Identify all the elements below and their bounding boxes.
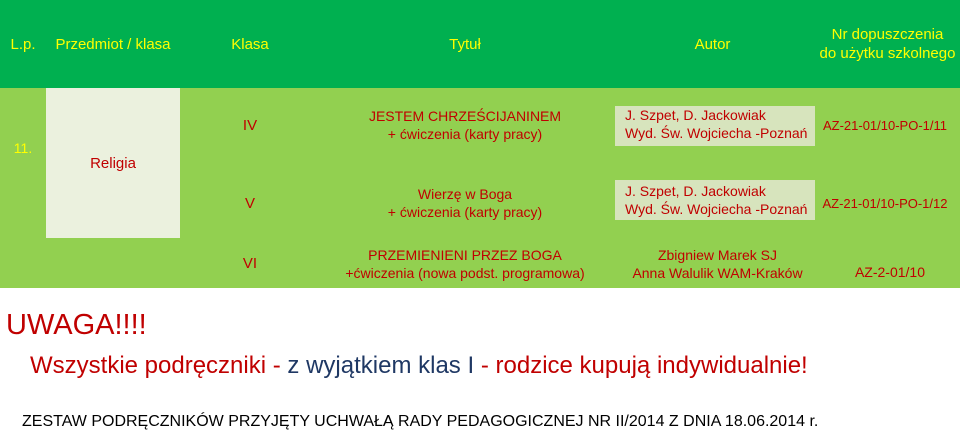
entry-class: VI bbox=[242, 254, 258, 272]
entry-author bbox=[615, 180, 815, 220]
entry-author-line1: J. Szpet, D. Jackowiak bbox=[625, 107, 766, 123]
entry-author-line2: Wyd. Św. Wojciecha -Poznań bbox=[625, 125, 808, 141]
entry-title bbox=[320, 176, 610, 230]
header-subject: Przedmiot / klasa bbox=[55, 35, 171, 53]
entry-author bbox=[615, 106, 815, 146]
header-approval bbox=[815, 22, 960, 66]
entry-title-line1: Wierzę w Boga bbox=[417, 186, 513, 202]
notice-word: wyjątkiem bbox=[306, 352, 412, 379]
entry-title-line2: + ćwiczenia (karty pracy) bbox=[387, 126, 543, 142]
notice-word: I bbox=[467, 352, 475, 379]
header-lp: L.p. bbox=[10, 35, 36, 53]
entry-approval: AZ-2-01/10 bbox=[854, 264, 926, 280]
entry-title bbox=[320, 242, 610, 286]
row-number: 11. bbox=[13, 140, 33, 156]
notice-word: - bbox=[272, 352, 281, 379]
entry-author-line2: Anna Walulik WAM-Kraków bbox=[632, 265, 803, 281]
notice-word: podręczniki bbox=[144, 352, 267, 379]
entry-title bbox=[320, 98, 610, 152]
notice-word: z bbox=[287, 352, 300, 379]
notice-word: indywidualnie! bbox=[656, 352, 808, 379]
notice-word: - bbox=[480, 352, 489, 379]
entry-class: V bbox=[244, 194, 255, 212]
entry-class: IV bbox=[242, 116, 258, 134]
notice-heading: UWAGA!!!! bbox=[6, 309, 147, 341]
entry-title-line1: JESTEM CHRZEŚCIJANINEM bbox=[368, 108, 562, 124]
entry-approval: AZ-21-01/10-PO-1/11 bbox=[822, 117, 948, 133]
header-author: Autor bbox=[694, 35, 731, 53]
notice-text bbox=[30, 352, 950, 380]
header-approval-line1: Nr dopuszczenia bbox=[831, 26, 944, 43]
notice-word: klas bbox=[418, 352, 461, 379]
entry-title-line2: +ćwiczenia (nowa podst. programowa) bbox=[345, 265, 585, 281]
entry-author bbox=[610, 242, 825, 286]
notice-word: rodzice bbox=[495, 352, 573, 379]
entry-approval: AZ-21-01/10-PO-1/12 bbox=[822, 195, 948, 211]
entry-author-line1: Zbigniew Marek SJ bbox=[657, 247, 778, 263]
header-title: Tytuł bbox=[449, 35, 481, 53]
entry-author-line2: Wyd. Św. Wojciecha -Poznań bbox=[625, 201, 808, 217]
header-row bbox=[0, 0, 960, 88]
header-class: Klasa bbox=[231, 35, 269, 53]
entry-author-line1: J. Szpet, D. Jackowiak bbox=[625, 183, 766, 199]
header-approval-line2: do użytku szkolnego bbox=[819, 45, 956, 62]
footer-resolution: ZESTAW PODRĘCZNIKÓW PRZYJĘTY UCHWAŁĄ RADY PEDAGOGICZNEJ NR II/2014 Z DNIA 18.06.2014 r. bbox=[22, 413, 819, 430]
subject-cell: Religia bbox=[46, 88, 180, 238]
entry-title-line2: + ćwiczenia (karty pracy) bbox=[387, 204, 543, 220]
entry-title-line1: PRZEMIENIENI PRZEZ BOGA bbox=[368, 247, 562, 263]
notice-word: kupują bbox=[579, 352, 651, 379]
notice-word: Wszystkie bbox=[30, 352, 138, 379]
